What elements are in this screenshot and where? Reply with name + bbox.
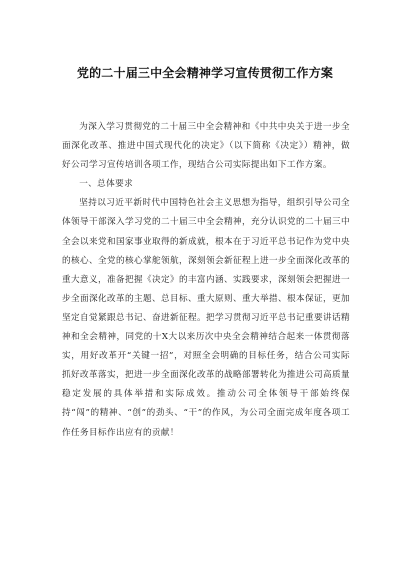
intro-paragraph: 为深入学习贯彻党的二十届三中全会精神和《中共中央关于进一步全面深化改革、推进中国式现代化的决定》（以下简称《决定》）精神，做好公司学习宣传培训各项工作，现结合公司实际提出如下工作方案。: [62, 122, 350, 171]
section-paragraph: 坚持以习近平新时代中国特色社会主义思想为指导，组织引导公司全体领导干部深入学习党的二十届三中全会精神，充分认识党的二十届三中全会以来党和国家事业取得的新成就，根本在于习近平总书记作为党中央的核心、全党的核心掌舵领航，深刻领会新征程上进一步全面深化改革的重大意义，准备把握《决定》的丰富内涵、实践要求，深刻领会把握进一步全面深化改革的主题、总目标、重大原则、重大举措、根本保证，更加坚定自觉紧跟总书记、奋进新征程。把学习贯彻习近平总书记重要讲话精神和全会精神，同党的十Ⅹ大以来历次中央全会精神结合起来一体贯彻落实，用好改革开“关键一招”，对照全会明确的目标任务，结合公司实际抓好改革落实，把进一步全面深化改革的战略部署转化为推进公司高质量稳定发展的具体举措和实际成效。推动公司全体领导干部始终保持“闯”的精神、“创”的劲头、“干”的作风，为公司全面完成年度各项工作任务目标作出应有的贡献！: [62, 198, 350, 438]
document-title: 党的二十届三中全会精神学习宣传贯彻工作方案: [76, 66, 334, 80]
section-heading: 一、总体要求: [79, 179, 134, 190]
document-body: [62, 118, 350, 443]
